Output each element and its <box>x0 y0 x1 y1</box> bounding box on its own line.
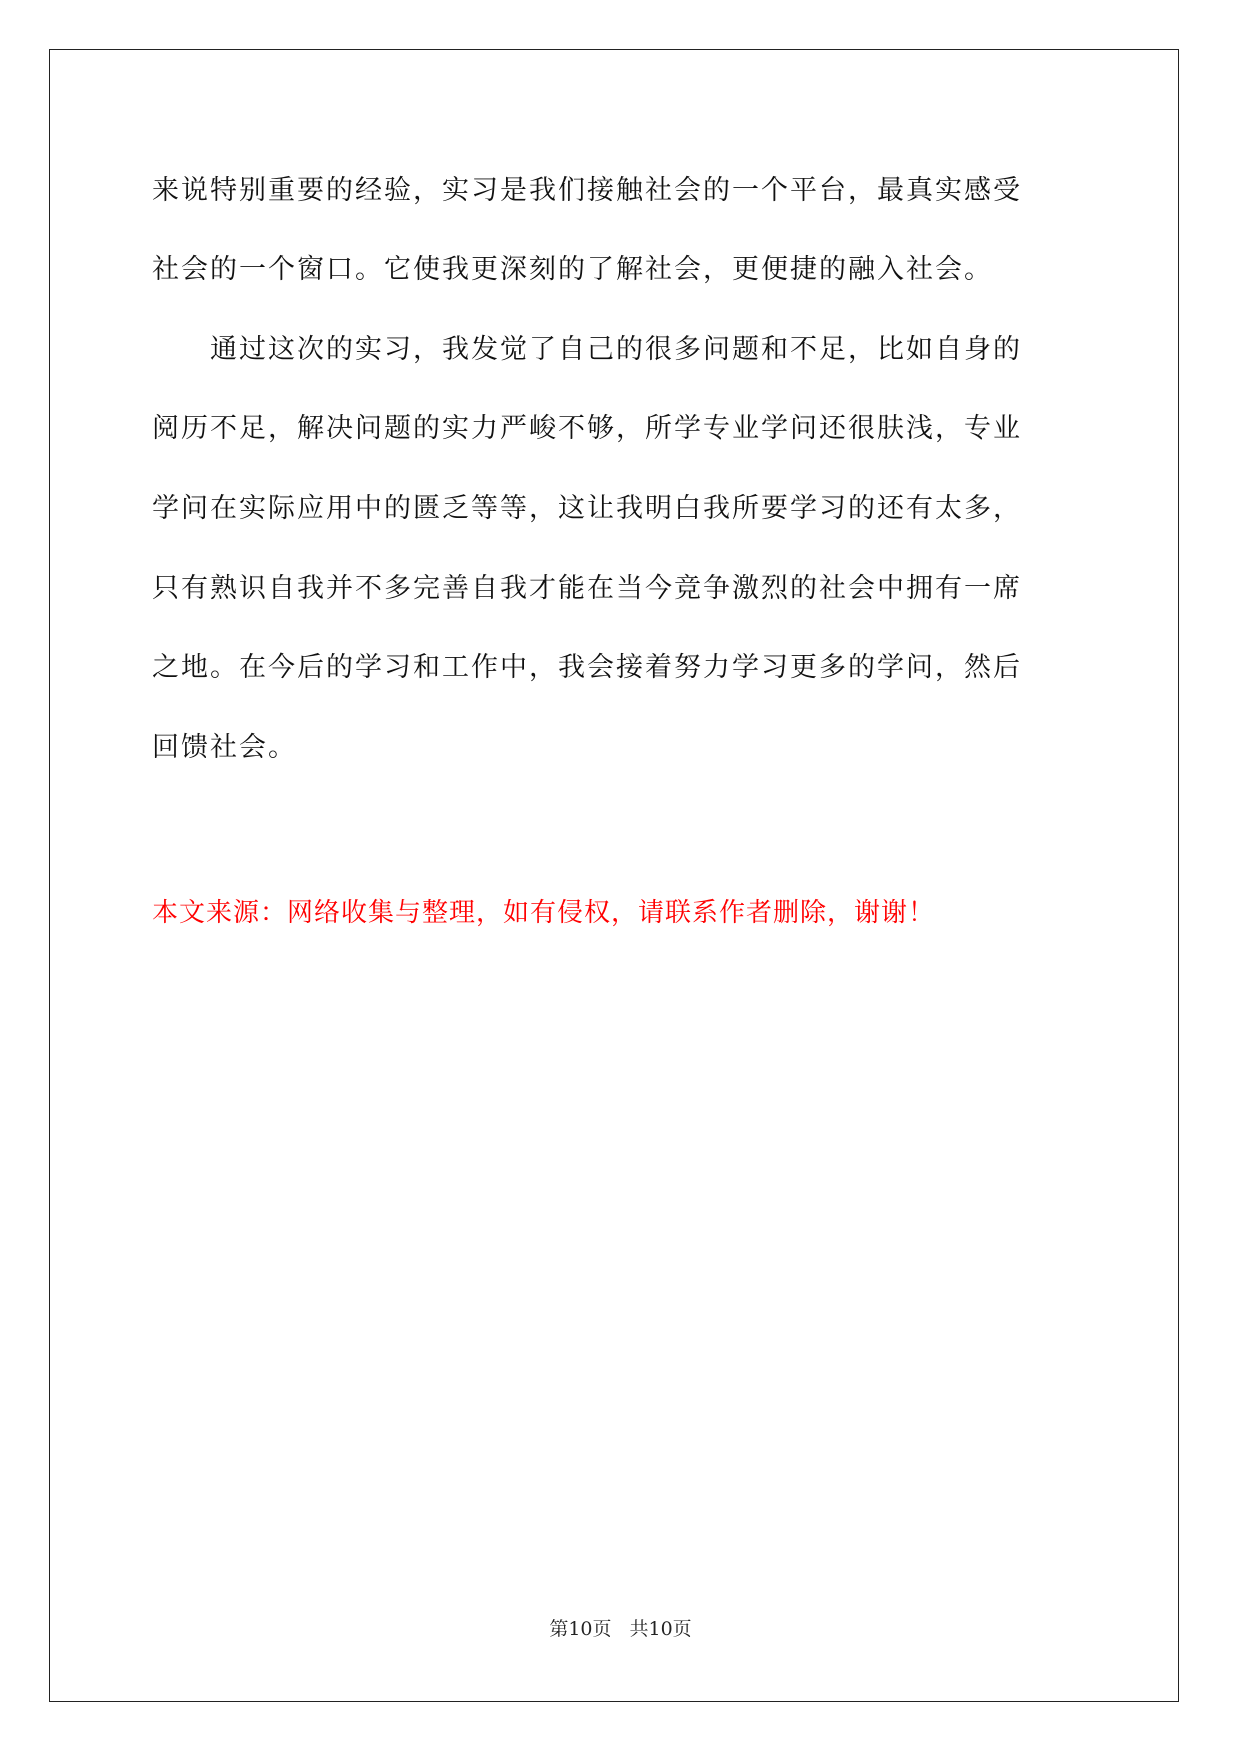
page-border <box>49 49 1179 1702</box>
page-number-total: 共10页 <box>629 1618 692 1640</box>
body-line-8: 回馈社会。 <box>152 732 297 763</box>
body-line-7: 之地。在今后的学习和工作中，我会接着努力学习更多的学问，然后 <box>152 652 1022 683</box>
page-number-current: 第10页 <box>549 1618 612 1640</box>
source-note: 本文来源：网络收集与整理，如有侵权，请联系作者删除，谢谢！ <box>152 898 936 928</box>
body-line-5: 学问在实际应用中的匮乏等等，这让我明白我所要学习的还有太多， <box>152 493 1022 524</box>
body-line-4: 阅历不足，解决问题的实力严峻不够，所学专业学问还很肤浅，专业 <box>152 413 1022 444</box>
page-footer <box>0 1617 1241 1641</box>
body-line-1: 来说特别重要的经验，实习是我们接触社会的一个平台，最真实感受 <box>152 175 1022 206</box>
body-line-6: 只有熟识自我并不多完善自我才能在当今竞争激烈的社会中拥有一席 <box>152 573 1022 604</box>
body-line-3: 通过这次的实习，我发觉了自己的很多问题和不足，比如自身的 <box>152 334 1022 365</box>
body-line-2: 社会的一个窗口。它使我更深刻的了解社会，更便捷的融入社会。 <box>152 254 993 285</box>
